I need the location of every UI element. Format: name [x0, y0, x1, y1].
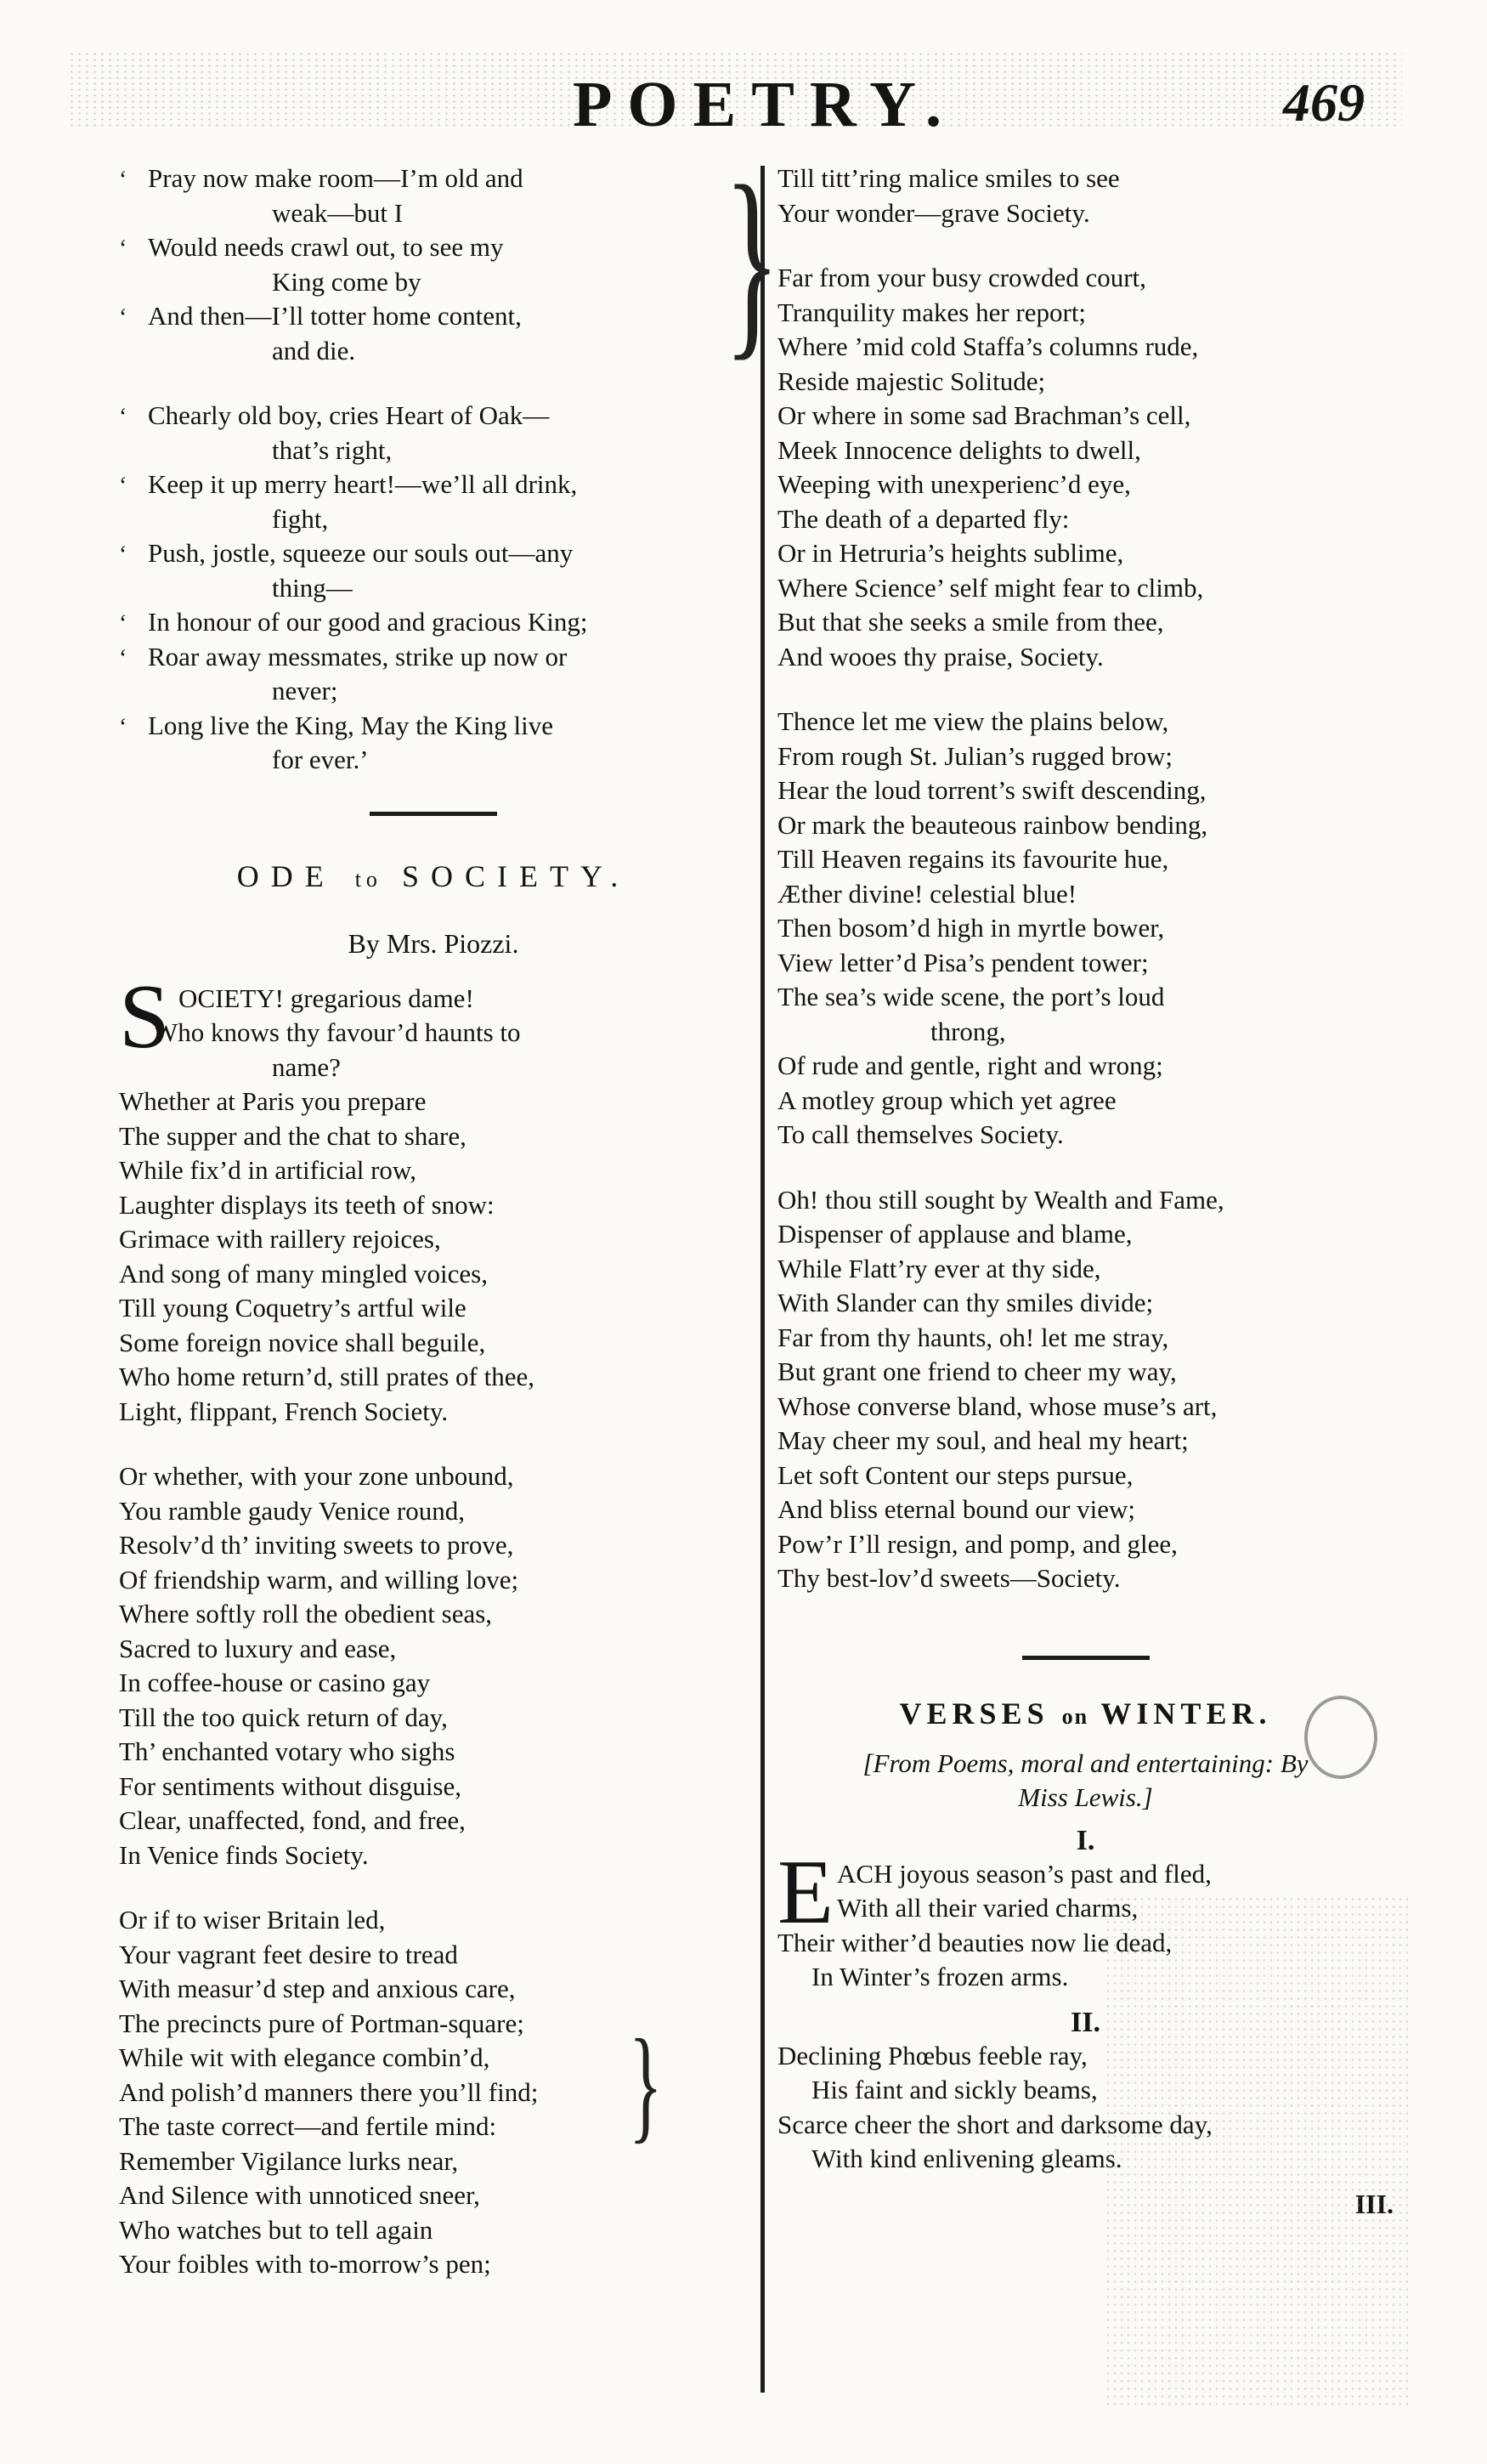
poem-line: Till young Coquetry’s artful wile	[119, 1293, 466, 1323]
poem-line: With all their varied charms,	[837, 1893, 1139, 1923]
running-title: POETRY.	[572, 69, 958, 140]
poem-line: For sentiments without disguise,	[119, 1770, 461, 1801]
poem-line: The taste correct—and fertile mind:	[119, 2111, 497, 2141]
poem-line	[119, 709, 748, 744]
poem-line: Thence let me view the plains below,	[777, 706, 1169, 736]
poem-line: In Venice finds Society.	[119, 1839, 369, 1870]
poem-line	[119, 605, 748, 640]
poem-line: Or whether, with your zone unbound,	[119, 1461, 514, 1491]
stanza	[777, 1183, 1394, 1596]
poem-line: In Winter’s frozen arms.	[811, 1962, 1069, 1991]
quote-mark: ‘	[119, 473, 127, 499]
print-grain	[1105, 1895, 1411, 2405]
poem-line: Grimace with raillery rejoices,	[119, 1224, 441, 1254]
line-text: Pray now make room—I’m old and	[148, 163, 523, 193]
poem-line: Or mark the beauteous rainbow bending,	[777, 809, 1208, 840]
stanza-gap	[777, 230, 1394, 261]
poem-line: And wooes thy praise, Society.	[777, 641, 1104, 671]
stanza	[777, 705, 1394, 1153]
poem-line: ACH joyous season’s past and fled,	[837, 1858, 1212, 1889]
poem-line	[119, 230, 748, 265]
poem-line: Oh! thou still sought by Wealth and Fame,	[777, 1184, 1224, 1215]
poem-line: Where Science’ self might fear to climb,	[777, 572, 1204, 603]
poem-line	[119, 161, 748, 196]
poem-line: The supper and the chat to share,	[119, 1120, 466, 1151]
poem-line: Laughter displays its teeth of snow:	[119, 1189, 495, 1220]
drop-cap: E	[777, 1841, 834, 1943]
stanza	[119, 1903, 748, 2282]
poem-line: To call themselves Society.	[777, 1119, 1064, 1149]
quote-mark: ‘	[119, 713, 127, 740]
poem-line-continued: King come by	[272, 266, 421, 297]
poem-line: Clear, unaffected, fond, and free,	[119, 1805, 466, 1835]
stamp-mark	[1304, 1696, 1377, 1779]
poem-line: Till titt’ring malice smiles to see	[777, 163, 1120, 193]
poem-line: Whose converse bland, whose muse’s art,	[777, 1391, 1218, 1421]
line-text: Chearly old boy, cries Heart of Oak—	[148, 400, 550, 430]
poem-line: Who knows thy favour’d haunts to	[153, 1017, 521, 1047]
poem-line: Or in Hetruria’s heights sublime,	[777, 538, 1124, 568]
poem-line: May cheer my soul, and heal my heart;	[777, 1425, 1189, 1455]
poem-line: Reside majestic Solitude;	[777, 365, 1046, 396]
poem-line: A motley group which yet agree	[777, 1085, 1117, 1115]
left-column	[119, 143, 780, 2282]
stanza	[777, 261, 1394, 674]
stanza	[119, 399, 748, 778]
poem-line: The death of a departed fly:	[777, 503, 1070, 534]
section-numeral: I.	[1076, 1824, 1095, 1856]
quote-mark: ‘	[119, 644, 127, 671]
poem-line: Then bosom’d high in myrtle bower,	[777, 913, 1165, 943]
poem-line: Your vagrant feet desire to tread	[119, 1939, 458, 1969]
poem-line: The sea’s wide scene, the port’s loud	[777, 982, 1165, 1011]
stanza-gap	[119, 1872, 748, 1903]
poem-line	[119, 299, 748, 334]
poem-line: View letter’d Pisa’s pendent tower;	[777, 947, 1149, 977]
poem-line: Pow’r I’ll resign, and pomp, and glee,	[777, 1528, 1178, 1559]
ode-title: ODE to SOCIETY.	[236, 858, 630, 893]
poem-line: Of friendship warm, and willing love;	[119, 1564, 519, 1595]
poem-line: And song of many mingled voices,	[119, 1258, 488, 1289]
line-text: Keep it up merry heart!—we’ll all drink,	[148, 469, 578, 499]
brace-mark: }	[629, 2014, 663, 2155]
poem-line	[119, 536, 748, 571]
poem-line	[119, 640, 748, 675]
poem-line: Let soft Content our steps pursue,	[777, 1459, 1134, 1490]
poem-line: Resolv’d th’ inviting sweets to prove,	[119, 1530, 514, 1560]
poem-line: Remember Vigilance lurks near,	[119, 2145, 459, 2176]
poem-line: Whether at Paris you prepare	[119, 1086, 427, 1116]
poem-line: Thy best-lov’d sweets—Society.	[777, 1563, 1121, 1593]
catchword: III.	[1354, 2188, 1394, 2219]
poem-line: Light, flippant, French Society.	[119, 1396, 449, 1426]
poem-line: Your wonder—grave Society.	[777, 197, 1090, 228]
quote-mark: ‘	[119, 610, 127, 637]
line-text: Would needs crawl out, to see my	[148, 232, 504, 262]
column-rule	[760, 166, 765, 2393]
poem-line: With measur’d step and anxious care,	[119, 1974, 516, 2003]
poem-line-continued: never;	[272, 676, 338, 705]
poem-line: From rough St. Julian’s rugged brow;	[777, 740, 1173, 771]
poem-line: Or if to wiser Britain led,	[119, 1905, 386, 1934]
poem-line: While Flatt’ry ever at thy side,	[777, 1253, 1101, 1283]
poem-line: And Silence with unnoticed sneer,	[119, 2180, 480, 2210]
poem-line: Tranquility makes her report;	[777, 297, 1087, 327]
quote-mark: ‘	[119, 304, 127, 331]
stanza-gap	[119, 1429, 748, 1459]
poem-line: With Slander can thy smiles divide;	[777, 1288, 1154, 1317]
poem-line	[119, 399, 748, 433]
poem-line: And polish’d manners there you’ll find;	[119, 2076, 539, 2107]
poem-line: Scarce cheer the short and darksome day,	[777, 2109, 1213, 2139]
stanza-gap	[777, 674, 1394, 705]
line-text: Long live the King, May the King live	[148, 710, 553, 740]
poem-line: Your foibles with to-morrow’s pen;	[119, 2249, 491, 2279]
stanza	[119, 143, 780, 378]
line-text: Roar away messmates, strike up now or	[148, 641, 568, 671]
poem-line-continued: for ever.’	[272, 745, 369, 774]
poem-line: Till Heaven regains its favourite hue,	[777, 844, 1169, 874]
poem-line: His faint and sickly beams,	[811, 2075, 1098, 2104]
poem-line: Till the too quick return of day,	[119, 1702, 448, 1732]
poem-line: But grant one friend to cheer my way,	[777, 1357, 1177, 1386]
poem-line: Where ’mid cold Staffa’s columns rude,	[777, 331, 1199, 361]
poem-line: While fix’d in artificial row,	[119, 1155, 417, 1185]
ode-continued	[777, 161, 1394, 1596]
stanza	[119, 1459, 748, 1872]
stanza-gap	[777, 1153, 1394, 1183]
poem-line: Of rude and gentle, right and wrong;	[777, 1051, 1163, 1080]
poem-line: And bliss eternal bound our view;	[777, 1494, 1136, 1524]
line-text: In honour of our good and gracious King;	[148, 607, 588, 637]
quote-mark: ‘	[119, 167, 127, 193]
poem-line: Far from your busy crowded court,	[777, 263, 1146, 292]
poem-line: Æther divine! celestial blue!	[777, 878, 1077, 909]
poem-line: Who home return’d, still prates of thee,	[119, 1362, 534, 1391]
drop-cap: S	[119, 966, 171, 1068]
poem-line	[119, 467, 748, 502]
poem-line: throng,	[930, 1016, 1006, 1046]
poem-line: Dispenser of applause and blame,	[777, 1219, 1133, 1249]
quote-mark: ‘	[119, 235, 127, 262]
poem-line: Meek Innocence delights to dwell,	[777, 434, 1141, 465]
ode-body	[119, 966, 748, 2282]
poem-line: With kind enlivening gleams.	[811, 2144, 1122, 2173]
poem-line: Or where in some sad Brachman’s cell,	[777, 400, 1191, 430]
poem-line: Who watches but to tell again	[119, 2214, 433, 2245]
poem-line-continued: weak—but I	[272, 197, 404, 228]
poem-line: The precincts pure of Portman-square;	[119, 2008, 524, 2038]
quote-mark: ‘	[119, 541, 127, 568]
page-number: 469	[1283, 72, 1365, 133]
poem-line: OCIETY! gregarious dame!	[178, 983, 474, 1013]
poem-line: Far from thy haunts, oh! let me stray,	[777, 1322, 1169, 1352]
poem-line: Th’ enchanted votary who sighs	[119, 1736, 455, 1766]
stanza	[777, 161, 1394, 230]
poem-line: Where softly roll the obedient seas,	[119, 1599, 493, 1629]
stanza-gap	[119, 368, 748, 399]
poem-line: Sacred to luxury and ease,	[119, 1633, 397, 1663]
poem-line-continued: that’s right,	[272, 434, 393, 465]
page-header	[0, 59, 1487, 153]
poem-line: You ramble gaudy Venice round,	[119, 1495, 465, 1526]
verses-title: VERSES on WINTER.	[899, 1696, 1272, 1730]
brace-mark: }	[724, 143, 780, 378]
poem-line: Their wither’d beauties now lie dead,	[777, 1927, 1173, 1957]
ode-byline: By Mrs. Piozzi.	[348, 927, 519, 959]
poem-line: Declining Phœbus feeble ray,	[777, 2040, 1088, 2070]
stanza	[119, 966, 748, 1430]
poem-line: But that she seeks a smile from thee,	[777, 607, 1164, 637]
poem-line: name?	[272, 1051, 341, 1082]
verses-source: [From Poems, moral and entertaining: By Miss Lewis.]	[862, 1747, 1309, 1812]
poem-line: While wit with elegance combin’d,	[119, 2042, 490, 2072]
quote-mark: ‘	[119, 404, 127, 430]
section-numeral: II.	[1071, 2006, 1100, 2038]
poem-line: Weeping with unexperienc’d eye,	[777, 469, 1131, 499]
poem-line-continued: thing—	[272, 572, 353, 603]
poem-line-continued: and die.	[272, 335, 356, 365]
closing-poem	[119, 143, 780, 778]
poem-line: Hear the loud torrent’s swift descending,	[777, 775, 1207, 805]
poem-line-continued: fight,	[272, 503, 329, 534]
line-text: And then—I’ll totter home content,	[148, 301, 522, 331]
poem-line: Some foreign novice shall beguile,	[119, 1327, 486, 1357]
line-text: Push, jostle, squeeze our souls out—any	[148, 538, 574, 568]
poem-line: In coffee-house or casino gay	[119, 1668, 431, 1697]
